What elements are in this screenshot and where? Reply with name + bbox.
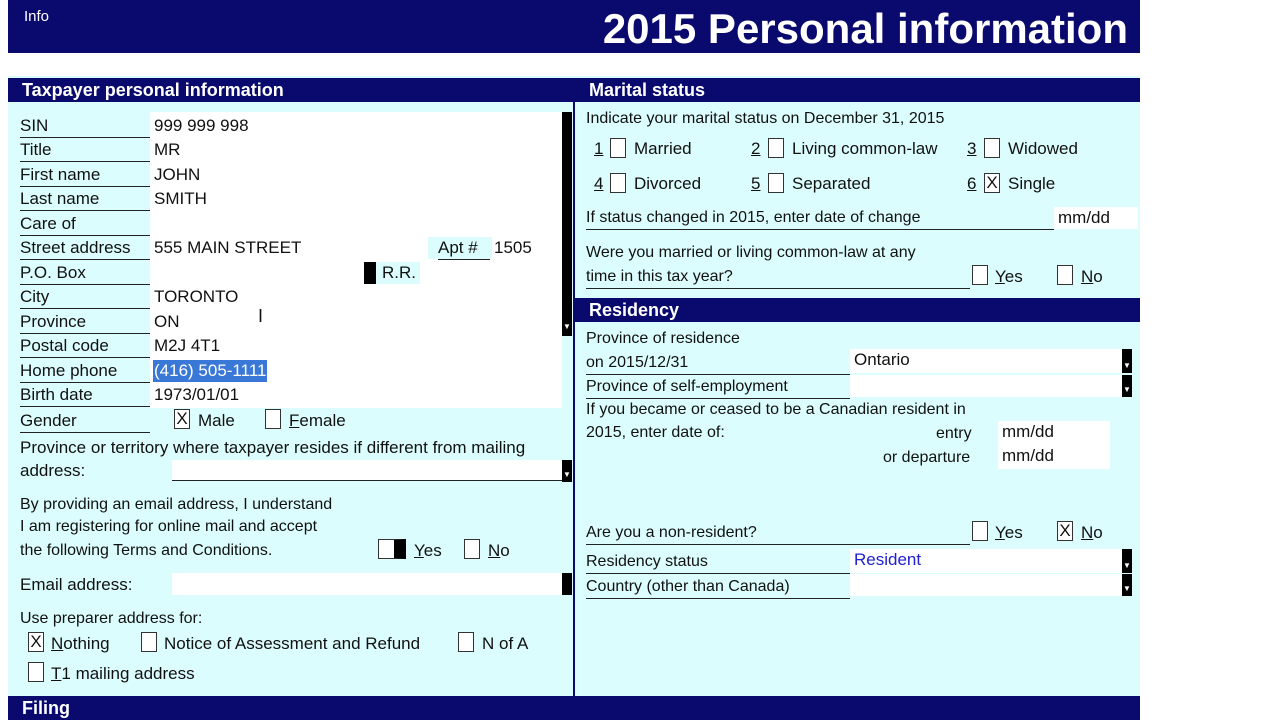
marital-option-6-num: 6 (967, 174, 977, 193)
email-address-field[interactable] (172, 573, 562, 595)
province-residence-label-cont: on 2015/12/31 (586, 352, 850, 375)
province-residence-dropdown-arrow-icon[interactable]: ▼ (1122, 349, 1132, 373)
marital-single-checkbox[interactable]: X (984, 173, 1000, 193)
province-diff-dropdown-arrow-icon[interactable]: ▼ (562, 460, 572, 482)
email-consent-text-1: By providing an email address, I understand (20, 496, 333, 513)
po-box-label: P.O. Box (20, 262, 150, 285)
prep-nofa-label: N of A (482, 634, 529, 653)
city-label: City (20, 286, 150, 309)
married-no-label: No (1081, 267, 1103, 286)
non-resident-no-label: No (1081, 523, 1103, 542)
residency-section-header: Residency (575, 298, 1140, 322)
text-cursor-icon: I (258, 306, 264, 326)
gender-male-label: Male (198, 411, 235, 430)
care-of-label: Care of (20, 213, 150, 236)
email-consent-text-3: the following Terms and Conditions. (20, 542, 273, 559)
residency-status-dropdown[interactable]: Resident (850, 549, 1126, 573)
rr-label: R.R. (382, 263, 416, 282)
prep-t1-checkbox[interactable] (28, 662, 44, 682)
entry-date-field[interactable]: mm/dd (998, 421, 1110, 445)
non-resident-yes-label: Yes (995, 523, 1023, 542)
marital-section-header: Marital status (575, 78, 1140, 102)
marital-option-3-num: 3 (967, 139, 977, 158)
postal-code-label: Postal code (20, 335, 150, 358)
title-label: Title (20, 139, 150, 162)
marital-option-5-num: 5 (751, 174, 761, 193)
email-field-scrollbar[interactable] (562, 573, 572, 595)
column-divider (573, 78, 575, 696)
province-residence-dropdown[interactable]: Ontario (850, 349, 1126, 373)
country-dropdown[interactable] (850, 574, 1122, 596)
gender-female-checkbox[interactable] (265, 409, 281, 429)
rr-checkbox[interactable] (364, 262, 376, 284)
email-consent-text-2: I am registering for online mail and accept (20, 518, 318, 535)
marital-married-checkbox[interactable] (610, 138, 626, 158)
home-phone-field[interactable]: (416) 505-1111 (154, 361, 267, 380)
gender-female-label: Female (289, 411, 346, 430)
country-dropdown-arrow-icon[interactable]: ▼ (1122, 574, 1132, 596)
marital-common-law-label: Living common-law (792, 139, 938, 158)
prep-nothing-checkbox[interactable]: X (28, 632, 44, 652)
email-consent-no-checkbox[interactable] (464, 539, 480, 559)
taxpayer-scrollbar[interactable] (562, 112, 572, 336)
marital-instruction: Indicate your marital status on December 31, 2015 (586, 110, 945, 127)
marital-single-label: Single (1008, 174, 1056, 193)
prep-notice-label: Notice of Assessment and Refund (164, 634, 421, 653)
email-consent-yes-label: Yes (414, 541, 442, 560)
became-resident-text-cont: 2015, enter date of: (586, 424, 725, 441)
marital-option-1-num: 1 (594, 139, 604, 158)
marital-option-2-num: 2 (751, 139, 761, 158)
sin-label: SIN (20, 115, 150, 138)
apt-label: Apt # (438, 237, 490, 260)
married-no-checkbox[interactable] (1057, 265, 1073, 285)
email-consent-no-label: No (488, 541, 510, 560)
apt-field[interactable]: 1505 (494, 238, 532, 257)
postal-code-field[interactable]: M2J 4T1 (154, 336, 221, 355)
residency-status-label: Residency status (586, 551, 850, 574)
taxpayer-section-header: Taxpayer personal information (8, 78, 573, 102)
street-address-label: Street address (20, 237, 150, 260)
prep-nofa-checkbox[interactable] (458, 632, 474, 652)
departure-date-field[interactable]: mm/dd (998, 445, 1110, 469)
entry-label: entry (936, 425, 972, 442)
became-resident-text: If you became or ceased to be a Canadian resident in (586, 401, 966, 418)
residency-status-dropdown-arrow-icon[interactable]: ▼ (1122, 549, 1132, 573)
filing-section-header: Filing (8, 696, 1140, 720)
departure-label: or departure (883, 449, 971, 466)
self-employment-dropdown[interactable] (850, 375, 1122, 397)
first-name-field[interactable]: JOHN (154, 165, 201, 184)
marital-divorced-label: Divorced (634, 174, 702, 193)
birth-date-label: Birth date (20, 384, 150, 407)
married-question-cont: time in this tax year? (586, 266, 970, 289)
married-yes-label: Yes (995, 267, 1023, 286)
home-phone-label: Home phone (20, 360, 150, 383)
info-label: Info (24, 8, 50, 25)
non-resident-label: Are you a non-resident? (586, 522, 970, 545)
last-name-label: Last name (20, 188, 150, 211)
province-diff-label-cont: address: (20, 461, 86, 480)
non-resident-yes-checkbox[interactable] (972, 521, 988, 541)
title-field[interactable]: MR (154, 140, 181, 159)
province-field[interactable]: ON (154, 312, 180, 331)
city-field[interactable]: TORONTO (154, 287, 239, 306)
province-diff-dropdown[interactable] (172, 460, 562, 481)
street-address-field[interactable]: 555 MAIN STREET (154, 238, 302, 257)
country-label: Country (other than Canada) (586, 576, 850, 599)
first-name-label: First name (20, 164, 150, 187)
province-label: Province (20, 311, 150, 334)
preparer-label: Use preparer address for: (20, 610, 203, 627)
marital-separated-checkbox[interactable] (768, 173, 784, 193)
page-title: 2015 Personal information (602, 5, 1128, 52)
non-resident-no-checkbox[interactable]: X (1057, 521, 1073, 541)
birth-date-field[interactable]: 1973/01/01 (154, 385, 240, 404)
prep-t1-label: T1 mailing address (51, 664, 195, 683)
email-consent-yes-checkbox[interactable] (378, 539, 406, 559)
province-diff-label: Province or territory where taxpayer resides if different from mailing (20, 438, 526, 457)
status-change-date-field[interactable]: mm/dd (1054, 207, 1138, 229)
marital-widowed-checkbox[interactable] (984, 138, 1000, 158)
last-name-field[interactable]: SMITH (154, 189, 207, 208)
marital-common-law-checkbox[interactable] (768, 138, 784, 158)
gender-male-checkbox[interactable]: X (174, 409, 190, 429)
marital-widowed-label: Widowed (1008, 139, 1078, 158)
gender-label: Gender (20, 410, 150, 433)
married-question: Were you married or living common-law at any (586, 244, 916, 261)
sin-field[interactable]: 999 999 998 (154, 116, 249, 135)
email-address-label: Email address: (20, 575, 133, 594)
marital-married-label: Married (634, 139, 692, 158)
marital-option-4-num: 4 (594, 174, 604, 193)
marital-separated-label: Separated (792, 174, 871, 193)
married-yes-checkbox[interactable] (972, 265, 988, 285)
status-change-label: If status changed in 2015, enter date of change (586, 207, 1054, 230)
marital-divorced-checkbox[interactable] (610, 173, 626, 193)
prep-nothing-label: Nothing (51, 634, 110, 653)
province-residence-label: Province of residence (586, 330, 740, 347)
prep-notice-checkbox[interactable] (141, 632, 157, 652)
self-employment-label: Province of self-employment (586, 376, 850, 399)
self-employment-dropdown-arrow-icon[interactable]: ▼ (1122, 375, 1132, 397)
scroll-down-icon[interactable]: ▼ (563, 322, 571, 331)
